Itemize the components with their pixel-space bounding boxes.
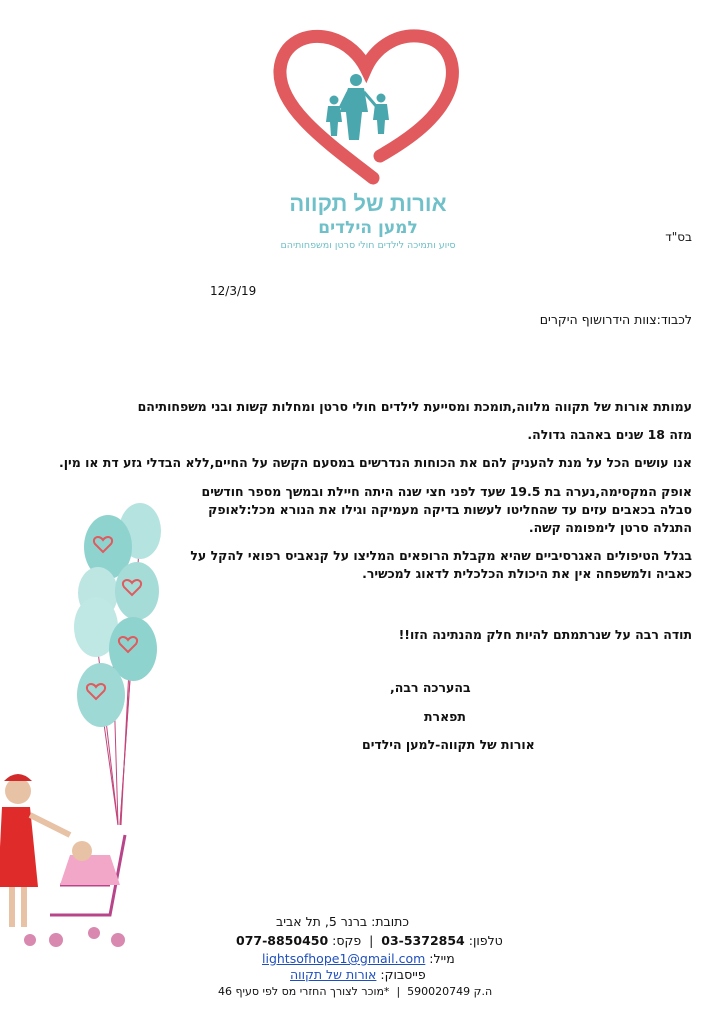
story-line: התגלה סרטן לימפומה קשה. (528, 520, 692, 535)
story-line: אופק המקסימה,נערה בת 19.5 שעד לפני חצי שנה היתה חיילת ובמשך מספר חודשים (201, 484, 692, 499)
letter-date: 12/3/19 (210, 284, 257, 298)
separator: | (369, 933, 374, 948)
paragraph-thanks: תודה רבה על שנרתמתם להיות חלק מהנתינה הזו!! (398, 627, 692, 642)
signer-org: אורות של תקווה-למען הילדים (362, 737, 535, 752)
paragraph-intro: עמותת אורות של תקווה מלווה,תומכת ומסייעת לילדים חולי סרטן ומחלות קשות ובני משפחותיהם (137, 399, 692, 414)
greeting: לכבוד:צוות הידרושוף היקרים (539, 312, 692, 327)
closing: בהערכה רבה, (390, 680, 471, 695)
hk-label: ה.ק (473, 985, 493, 998)
hk-number: 590020749 (407, 985, 471, 998)
footer-email (262, 951, 455, 966)
footer-registration (218, 985, 492, 998)
signer-name: תפארת (424, 709, 466, 724)
footer-address: כתובת: ברנר 5, תל אביב (276, 914, 409, 929)
organization-logo (268, 28, 468, 253)
footer-phone-fax (236, 933, 503, 948)
treatment-line: כאביה ולמשפחה אין את היכולת הכלכלית לדאוג למכשיר. (362, 566, 692, 581)
bsd-mark: בס"ד (665, 230, 692, 244)
paragraph-years: מזה 18 שנים באהבה גדולה. (527, 427, 692, 442)
separator: | (396, 985, 401, 998)
email-label: מייל: (429, 951, 455, 966)
balloons-girl-illustration (0, 495, 190, 965)
treatment-line: בגלל הטיפולים האגרסיביים שהיא מקבלת הרופאים המליצו על קנאביס רפואי להקל על (190, 548, 692, 563)
tax-note: *מוכר לצורך החזרי מס לפי סעיף 46 (218, 985, 390, 998)
logo-subtitle: למען הילדים (318, 218, 418, 238)
phone-number: 03-5372854 (381, 933, 465, 948)
email-link[interactable]: lightsofhope1@gmail.com (262, 951, 426, 966)
fax-label: פקס: (332, 933, 362, 948)
facebook-link[interactable]: אורות של תקווה (290, 967, 377, 982)
footer-facebook (290, 967, 426, 982)
logo-title: אורות של תקווה (289, 191, 447, 216)
heart-family-icon (268, 28, 468, 188)
story-line: סבלה בכאבים עזים עד שהחליטו לעשות בדיקה מעמיקה וגילו את הנורא מכל:לאופק (208, 502, 692, 517)
phone-label: טלפון: (468, 933, 503, 948)
logo-tagline: סיוע ותמיכה לילדים חולי סרטן ומשפחותיהם (280, 240, 456, 251)
paragraph-mission: אנו עושים הכל על מנת להעניק להם את הכוחות הנדרשים במסעם הקשה על החיים,ללא הבדלי גזע דת או מין. (58, 455, 692, 470)
fax-number: 077-8850450 (236, 933, 329, 948)
facebook-label: פייסבוק: (380, 967, 426, 982)
balloon-icon (74, 503, 161, 727)
